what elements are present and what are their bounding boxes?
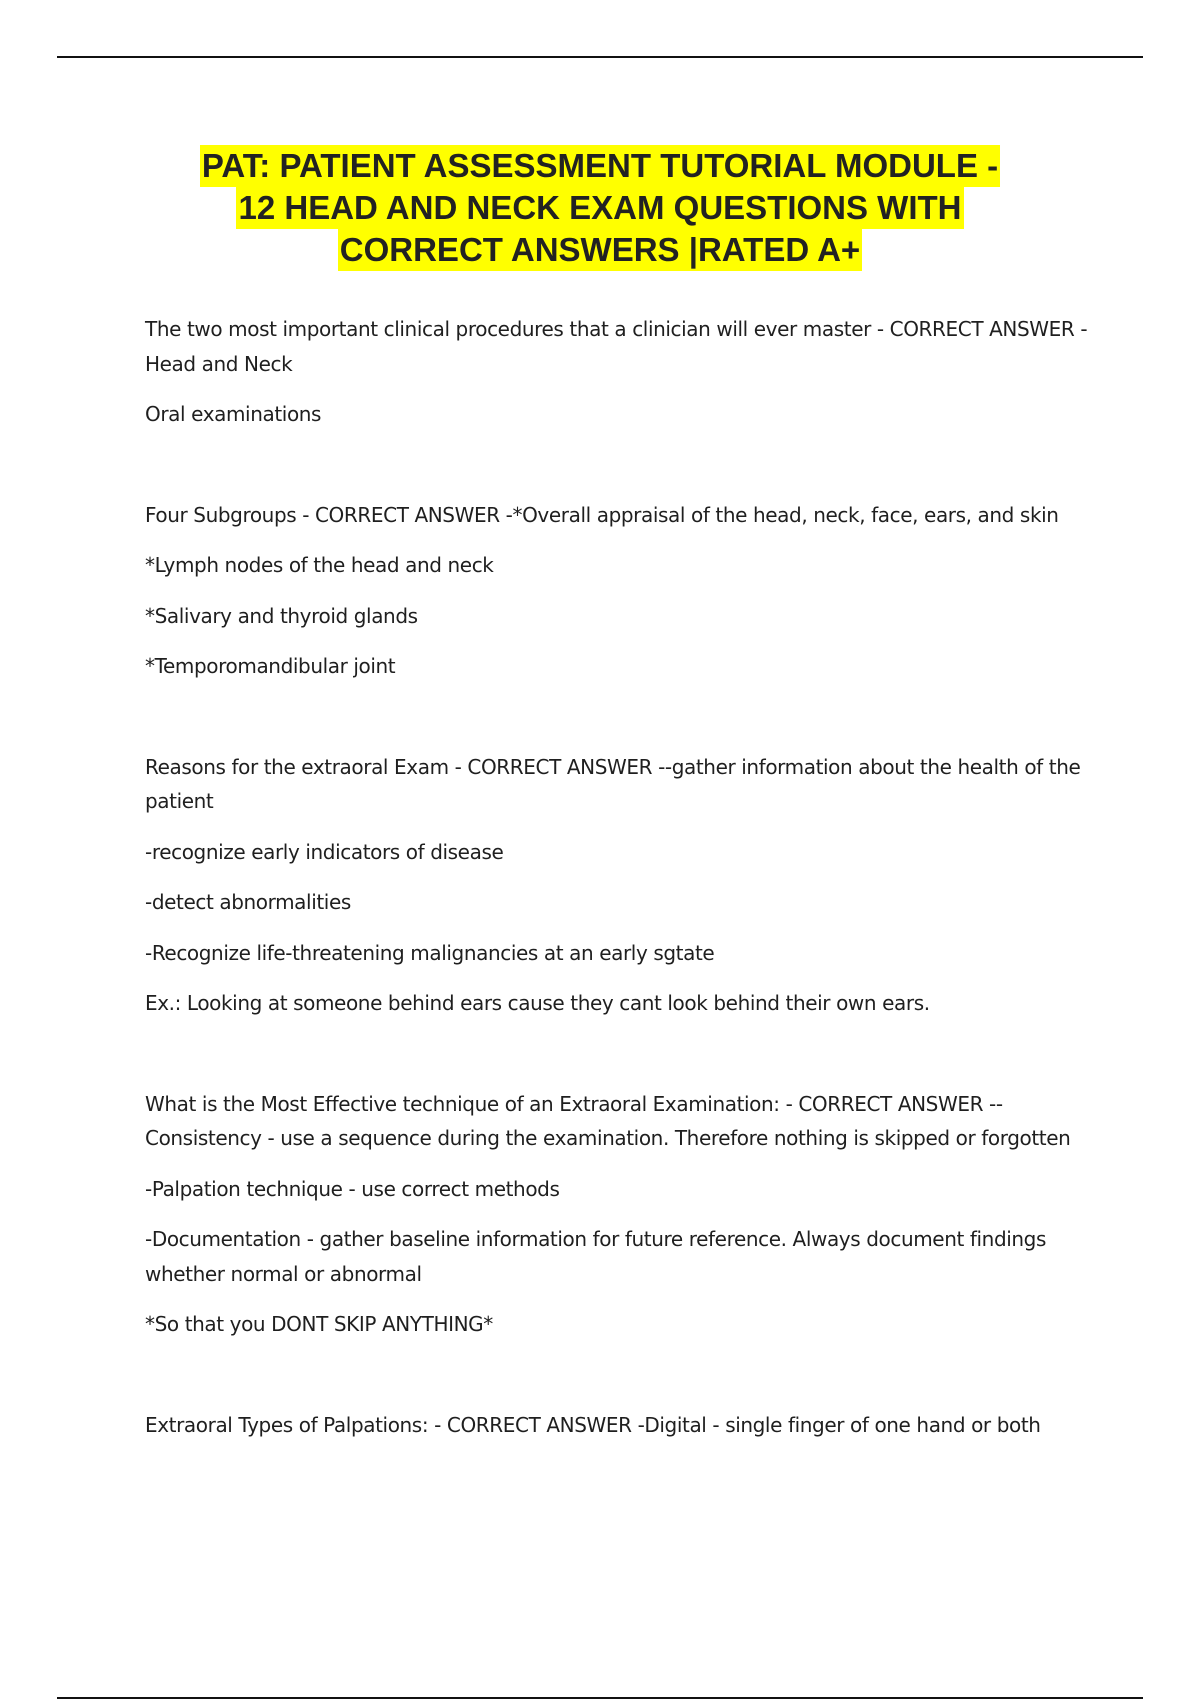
qa-paragraph: -Palpation technique - use correct methods [145, 1176, 560, 1201]
qa-block-5 [145, 1408, 1095, 1443]
qa-paragraph: -Recognize life-threatening malignancies at an early sgtate [145, 940, 715, 965]
qa-paragraph: -recognize early indicators of disease [145, 839, 504, 864]
qa-paragraph: Reasons for the extraoral Exam - CORRECT ANSWER --gather information about the health of the patient [145, 754, 1081, 813]
document-body [145, 312, 1095, 1508]
qa-paragraph: *Temporomandibular joint [145, 654, 396, 678]
qa-block-4 [145, 1087, 1095, 1342]
qa-paragraph: Four Subgroups - CORRECT ANSWER -*Overall appraisal of the head, neck, face, ears, and skin [145, 502, 1059, 527]
qa-paragraph: -detect abnormalities [145, 890, 351, 914]
qa-paragraph: Oral examinations [145, 402, 322, 426]
title-line-3: CORRECT ANSWERS |RATED A+ [338, 229, 862, 271]
qa-paragraph: -Documentation - gather baseline information for future reference. Always document findings whether normal or abnormal [145, 1227, 1046, 1286]
qa-paragraph: The two most important clinical procedures that a clinician will ever master - CORRECT ANSWER -Head and Neck [145, 317, 1088, 376]
title-line-2: 12 HEAD AND NECK EXAM QUESTIONS WITH [236, 187, 963, 229]
header-rule [57, 56, 1143, 58]
qa-paragraph: Ex.: Looking at someone behind ears cause they cant look behind their own ears. [145, 991, 930, 1015]
title-line-1: PAT: PATIENT ASSESSMENT TUTORIAL MODULE - [200, 145, 1000, 187]
qa-paragraph: *So that you DONT SKIP ANYTHING* [145, 1312, 493, 1336]
qa-block-1 [145, 312, 1095, 432]
footer-rule [57, 1697, 1143, 1699]
qa-paragraph: *Salivary and thyroid glands [145, 603, 418, 628]
document-title [100, 145, 1100, 271]
qa-block-3 [145, 750, 1095, 1021]
qa-paragraph: What is the Most Effective technique of an Extraoral Examination: - CORRECT ANSWER --Consistency - use a sequence during the examination. Therefore nothing is skipped or forgotten [145, 1091, 1071, 1150]
qa-paragraph: Extraoral Types of Palpations: - CORRECT ANSWER -Digital - single finger of one hand or both [145, 1412, 1041, 1437]
qa-block-2 [145, 498, 1095, 684]
qa-paragraph: *Lymph nodes of the head and neck [145, 553, 494, 577]
